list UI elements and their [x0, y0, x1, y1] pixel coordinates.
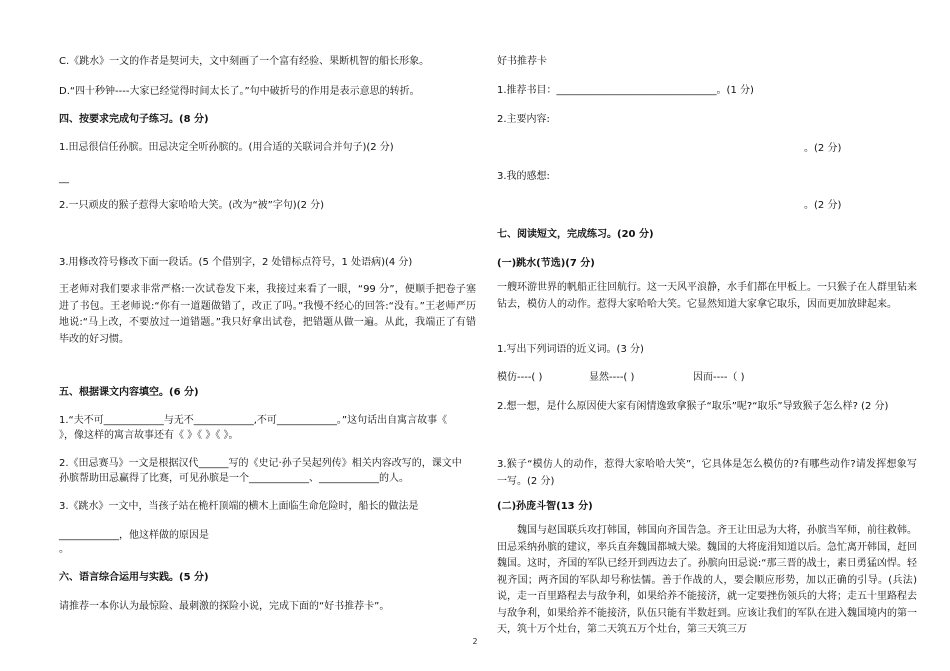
question-5-3-line1: 3.《跳水》一文中，当孩子站在桅杆顶端的横木上面临生命危险时，船长的做法是: [59, 501, 419, 512]
passage-1-text: 一艘环游世界的帆船正往回航行。这一天风平浪静，水手们都在甲板上。一只猴子在人群里钻来钻去，模仿人的动作。惹得大家哈哈大笑。它显然知道大家拿它取乐，因而更加放肆起来。: [497, 282, 917, 310]
passage-2-title: (二)孙庞斗智(13 分): [497, 501, 593, 512]
section-7-title: 七、阅读短文，完成练习。(20 分): [497, 229, 654, 240]
card-item-2-end: 。(2 分): [804, 143, 842, 154]
question-4-3: 3.用修改符号修改下面一段话。(5 个借别字，2 处错标点符号，1 处语病)(4 分): [59, 257, 413, 268]
passage-1-title: (一)跳水(节选)(7 分): [497, 258, 595, 269]
synonym-item-3: 因而----（ ): [693, 372, 745, 383]
card-item-1: 1.推荐书目：________________________________。(1 分): [497, 85, 754, 96]
card-item-3-end: 。(2 分): [804, 200, 842, 211]
card-title: 好书推荐卡: [497, 56, 547, 67]
question-5-2-line2: 孙膑帮助田忌赢得了比赛，可见孙膑是一个____________、____________的人。: [59, 473, 409, 484]
page-number: 2: [472, 637, 478, 646]
option-d: D.“四十秒钟----大家已经觉得时间太长了。”句中破折号的作用是表示意思的转折。: [59, 86, 420, 97]
section-4-title: 四、按要求完成句子练习。(8 分): [59, 114, 209, 125]
synonym-item-1: 模仿----( ): [497, 372, 543, 383]
question-5-1-line1: 1.“夫不可____________与无不____________,不可____________。”这句话出自寓言故事《: [59, 415, 448, 426]
paragraph-to-correct: 王老师对我们要求非常严格:一次试卷发下来，我接过来看了一眼，“99 分”，便顺手把卷子塞进了书包。王老师说:“你有一道题做错了，改正了吗。”我慢不经心的回答:“没有。”王老师严历地说:“马上改，不要放过一道错题。”我只好拿出试卷，把错题从做一遍。从此，我端正了有错毕改的好习惯。: [59, 284, 476, 345]
passage-1-question-1: 1.写出下列词语的近义词。(3 分): [497, 344, 644, 355]
card-item-3: 3.我的感想:: [497, 171, 550, 182]
section-5-title: 五、根据课文内容填空。(6 分): [59, 387, 199, 398]
answer-blank: __: [59, 173, 69, 184]
passage-2-text: 魏国与赵国联兵攻打韩国，韩国向齐国告急。齐王让田忌为大将，孙膑当军师，前往救韩。田忌采纳孙膑的建议，率兵直奔魏国都城大梁。魏国的大将庞涓知道以后。急忙离开韩国，赶回魏国。这时，齐国的军队已经开到西边去了。孙膑向田忌说:“那三晋的战士，素日勇猛凶悍。轻视齐国；两齐国的军队却号称怯懦。善于作战的人，要会顺应形势，加以正确的引导。(兵法)说，走一百里路程去与敌争利，如果给养不能接济，就一定要挫伤领兵的大将；走五十里路程去与敌争利，如果给养不能接济，队伍只能有半数赶到。应该让我们的军队在进入魏国境内的第一天，筑十万个灶台，第二天筑五万个灶台，第三天筑三万: [497, 525, 917, 635]
question-5-2-line1: 2.《田忌赛马》一文是根据汉代______写的《史记·孙子吴起列传》相关内容改写的，课文中: [59, 458, 462, 469]
question-5-1-line2: 》，像这样的寓言故事还有《 》《 》《 》。: [59, 430, 239, 441]
passage-1-question-3: 3.猴子“模仿人的动作，惹得大家哈哈大笑”，它具体是怎么模仿的?有哪些动作?请发挥想象写一写。(2 分): [497, 459, 917, 487]
synonym-item-2: 显然----( ): [589, 372, 635, 383]
question-4-2: 2.一只顽皮的猴子惹得大家哈哈大笑。(改为“被”字句)(2 分): [59, 200, 325, 211]
section-6-title: 六、语言综合运用与实践。(5 分): [59, 572, 209, 583]
option-c: C.《跳水》一文的作者是契诃夫，文中刻画了一个富有经验、果断机智的船长形象。: [59, 56, 430, 67]
card-item-2: 2.主要内容:: [497, 114, 550, 125]
question-6: 请推荐一本你认为最惊险、最刺激的探险小说，完成下面的“好书推荐卡”。: [59, 601, 390, 612]
question-5-3-line2: ____________，他这样做的原因是: [59, 530, 209, 541]
passage-1-question-2: 2.想一想，是什么原因使大家有闲情逸致拿猴子“取乐”呢?“取乐”导致猴子怎么样? (2 分): [497, 401, 889, 412]
question-5-3-line3: 。: [59, 544, 69, 555]
question-4-1: 1.田忌很信任孙膑。田忌决定全听孙膑的。(用合适的关联词合并句子)(2 分): [59, 142, 394, 153]
